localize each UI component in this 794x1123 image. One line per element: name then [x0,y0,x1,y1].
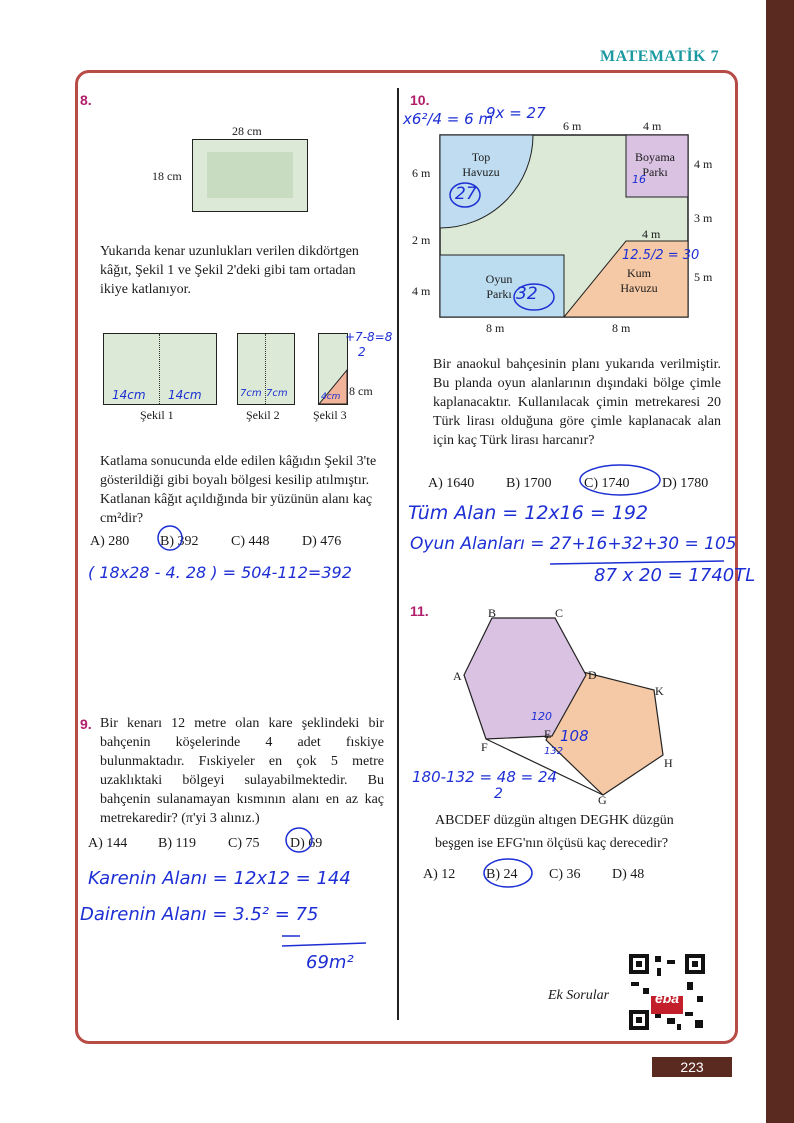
q8-option-a[interactable]: A) 280 [90,534,130,549]
extra-questions-label: Ek Sorular [548,988,610,1003]
page-number: 223 [652,1057,732,1077]
q11-hw-calc: 180-132 = 48 = 24 [412,768,558,786]
q9-answer-circle [284,824,316,854]
q10-hw-27: 27 [455,184,477,204]
question-11-number: 11. [410,603,429,619]
q10-region-boyama: Boyama Parkı [635,150,675,179]
q11-vertex-e: E [544,727,552,741]
q8-fig3-caption: Şekil 3 [313,408,347,422]
qr-code-icon[interactable] [627,952,707,1032]
question-8-number: 8. [80,92,92,108]
q8-hw-top: +7-8=8 [345,330,393,344]
q11-vertex-f: F [481,740,488,754]
q9-hw-line2: Dairenin Alanı = 3.5² = 75 [80,904,319,925]
page-spine [766,0,794,1123]
q9-option-a[interactable]: A) 144 [88,836,128,851]
q8-hw-half2: 14cm [168,388,202,402]
q8-hw-quarter1: 7cm [240,388,262,399]
q8-text: Yukarıda kenar uzunlukları verilen dikdörtgen kâğıt, Şekil 1 ve Şekil 2'deki gibi tam ortadan ikiye katlanıyor. [100,244,359,297]
q8-hw-side: 4cm [321,392,341,402]
page-header-title: MATEMATİK 7 [600,48,720,65]
q10-hw-line1: Tüm Alan = 12x16 = 192 [408,502,649,524]
q10-text: Bir anaokul bahçesinin planı yukarıda verilmiştir. Bu planda oyun alanlarının dışındaki bölge çimle kaplanacaktır. Kullanılacak çimin metrekaresi 20 Türk lirası olduğuna göre çimle kaplanacak alan için kaç Türk lirası harcanır? [433,357,721,448]
q8-side-height: 18 cm [152,169,182,183]
q11-hw-calc2: 2 [494,786,503,802]
q8-answer-circle [155,522,185,552]
q8-top-width: 28 cm [232,124,262,138]
q11-text-line1: ABCDEF düzgün altıgen DEGHK düzgün [435,813,674,828]
q10-answer-circle [576,460,666,498]
q8-hw-top-denominator: 2 [358,345,366,359]
q10-dim-top-right: 4 m [643,119,662,133]
q11-vertex-g: G [598,793,607,807]
q9-option-c[interactable]: C) 75 [228,836,260,851]
q10-region-kum: Kum Havuzu [620,266,658,295]
q11-vertex-h: H [664,756,673,770]
q10-dim-mid-4m: 4 m [642,227,661,241]
q9-hw-line1: Karenin Alanı = 12x12 = 144 [88,868,351,889]
q10-hw-kum: 12.5/2 = 30 [622,248,700,263]
q11-option-d[interactable]: D) 48 [612,867,645,882]
column-divider [397,88,399,1020]
q8-hw-calc: ( 18x28 - 4. 28 ) = 504-112=392 [88,563,352,582]
q10-option-a[interactable]: A) 1640 [428,476,475,491]
q11-vertex-k: K [655,684,664,698]
q8-hw-half1: 14cm [112,388,146,402]
q10-hw-line2: Oyun Alanları = 27+16+32+30 = 105 [410,534,737,554]
eba-logo: eba [654,990,680,1006]
q10-hw-32: 32 [516,284,538,304]
q11-hw-120: 120 [531,710,552,723]
q10-dim-bot-left: 8 m [486,321,505,335]
q8-fig2-caption: Şekil 2 [246,408,280,422]
q10-option-b[interactable]: B) 1700 [506,476,552,491]
q8-paper-rectangle [192,139,308,212]
q9-hw-result: 69m² [306,952,354,973]
question-9-number: 9. [80,716,92,732]
q11-vertex-b: B [488,606,497,620]
q10-hw-16: 16 [632,173,646,186]
q11-option-c[interactable]: C) 36 [549,867,581,882]
q10-option-d[interactable]: D) 1780 [662,476,709,491]
q10-region-oyun: Oyun Parkı [485,272,513,301]
q10-hw-top2: 9x = 27 [486,104,546,122]
q11-option-b[interactable]: B) 24 [486,867,518,882]
q10-dim-left-bot: 4 m [412,284,431,298]
q10-dim-left-top: 6 m [412,166,431,180]
q11-text-line2: beşgen ise EFG'nın ölçüsü kaç derecedir? [435,836,669,851]
q10-region-top-havuzu: Top Havuzu [462,150,500,179]
q9-text: Bir kenarı 12 metre olan kare şeklindeki bir bahçenin köşelerinde 4 adet fıskiye bulunmaktadır. Fıskiyeler en çok 5 metre uzaklıktaki bölgeyi sulayabilmektedir. Bu bahçenin sulanamayan kısmının alanı en az kaç metrekaredir? (π'yi 3 alınız.) [100,716,384,826]
q8-option-b[interactable]: B) 392 [160,534,199,549]
q11-answer-circle [480,855,540,889]
q10-dim-right-bot: 5 m [694,270,713,284]
question-10-number: 10. [410,92,430,108]
q9-option-b[interactable]: B) 119 [158,836,196,851]
q10-option-c[interactable]: C) 1740 [584,476,630,491]
q8-question: Katlama sonucunda elde edilen kâğıdın Şekil 3'te gösterildiği gibi boyalı bölgesi kesilip atılmıştır. Katlanan kâğıt açıldığında bir yüzünün alanı kaç cm²dir? [100,454,377,526]
q10-dim-right-mid: 3 m [694,211,713,225]
q11-vertex-d: D [588,668,597,682]
q8-fig1-caption: Şekil 1 [140,408,174,422]
q8-option-d[interactable]: D) 476 [302,534,342,549]
q8-hw-quarter2: 7cm [266,388,288,399]
q11-vertex-c: C [555,606,564,620]
q10-dim-bot-right: 8 m [612,321,631,335]
q11-hw-132: 132 [544,746,564,757]
q9-option-d[interactable]: D) 69 [290,836,323,851]
q10-dim-top-mid: 6 m [563,119,582,133]
q10-dim-left-mid: 2 m [412,233,431,247]
q10-dim-right-top: 4 m [694,157,713,171]
q10-hw-top: x6²/4 = 6 m [403,110,494,128]
q11-hw-108: 108 [560,727,589,745]
q8-option-c[interactable]: C) 448 [231,534,270,549]
q8-fig3-8cm: 8 cm [349,384,373,398]
q9-hw-underline [280,930,370,950]
q11-vertex-a: A [453,669,462,683]
q10-hw-line3: 87 x 20 = 1740TL [594,565,756,586]
q11-option-a[interactable]: A) 12 [423,867,456,882]
